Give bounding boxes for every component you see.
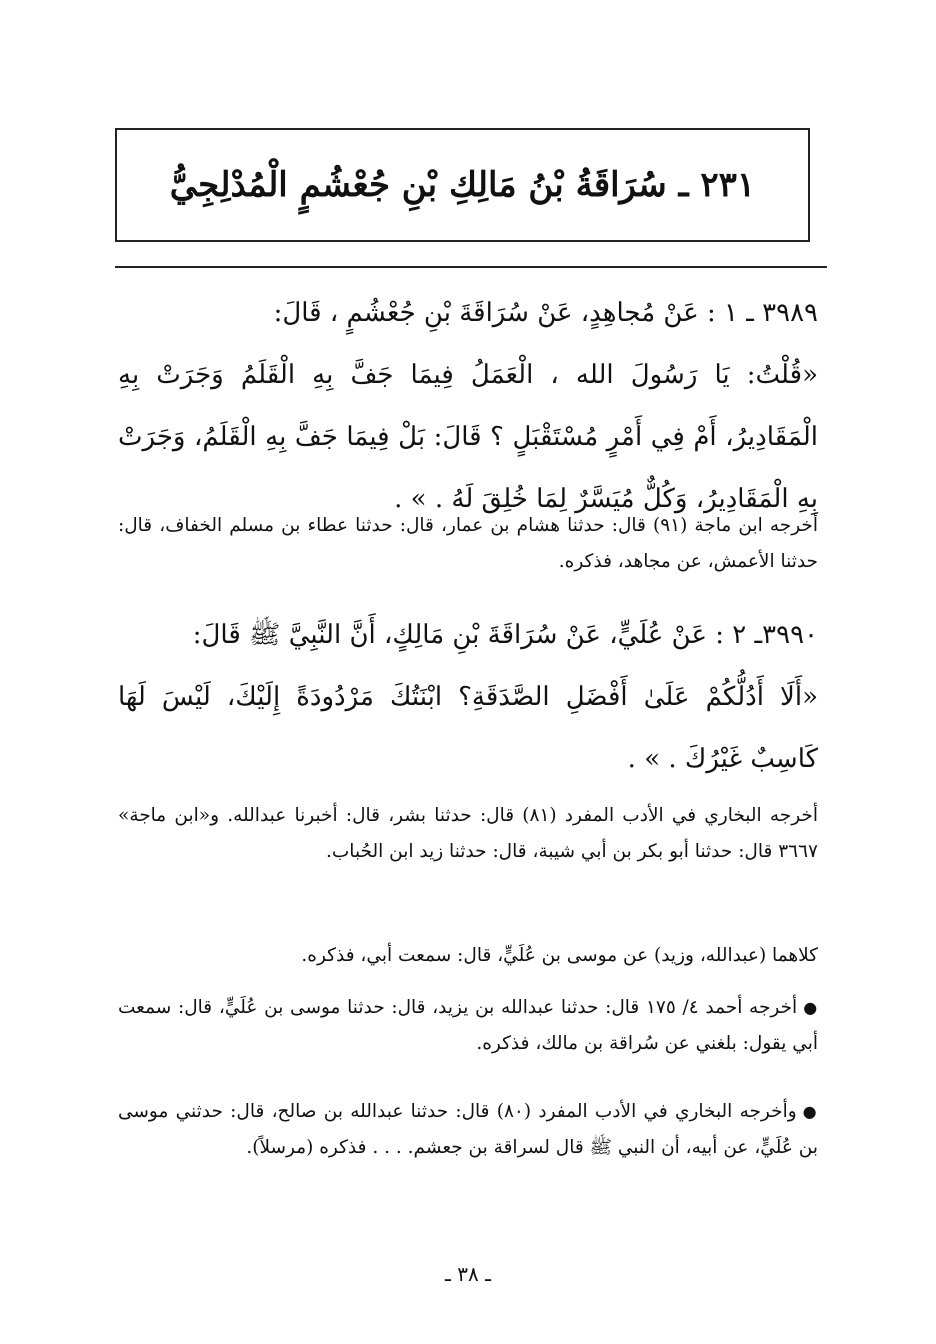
takhrij-paragraph [118,1094,818,1166]
hadith-matn: «قُلْتُ: يَا رَسُولَ الله ، الْعَمَلُ فِيمَا جَفَّ بِهِ الْقَلَمُ وَجَرَتْ بِهِ الْمَقَادِيرُ، أَمْ فِي أَمْرٍ مُسْتَقْبَلٍ ؟ قَالَ: بَلْ فِيمَا جَفَّ بِهِ الْقَلَمُ، وَجَرَتْ بِهِ الْمَقَادِيرُ، وَكُلٌّ مُيَسَّرٌ لِمَا خُلِقَ لَهُ . » . [118,360,818,514]
takhrij-paragraph: أخرجه البخاري في الأدب المفرد (٨١) قال: حدثنا بشر، قال: أخبرنا عبدالله. و«ابن ماجة» ٣٦٦٧ قال: حدثنا أبو بكر بن أبي شيبة، قال: حدثنا زيد ابن الحُباب. [118,805,818,862]
takhrij-paragraph: أخرجه ابن ماجة (٩١) قال: حدثنا هشام بن عمار، قال: حدثنا عطاء بن مسلم الخفاف، قال: حدثنا الأعمش، عن مجاهد، فذكره. [118,515,818,572]
bullet-icon: ● [802,1102,818,1121]
chapter-title-box [115,128,810,242]
bullet-icon: ● [803,998,818,1017]
takhrij-paragraph [118,990,818,1062]
chapter-title: ٢٣١ ـ سُرَاقَةُ بْنُ مَالِكِ بْنِ جُعْشُمٍ الْمُدْلِجِيُّ [169,165,756,205]
hadith-isnad: ٣٩٩٠ـ ٢ : عَنْ عُلَيٍّ، عَنْ سُرَاقَةَ بْنِ مَالِكٍ، أَنَّ النَّبِيَّ ﷺ قَالَ: [192,620,818,650]
takhrij-text: أخرجه أحمد ٤/ ١٧٥ قال: حدثنا عبدالله بن يزيد، قال: حدثنا موسى بن عُلَيٍّ، قال: سمعت أبي يقول: بلغني عن سُراقة بن مالك، فذكره. [118,997,818,1054]
header-divider [115,266,827,268]
takhrij-text: وأخرجه البخاري في الأدب المفرد (٨٠) قال: حدثنا عبدالله بن صالح، قال: حدثني موسى بن عُلَيٍّ، عن أبيه، أن النبي ﷺ قال لسراقة بن جعشم. . . . فذكره (مرسلاً). [118,1101,818,1158]
hadith-matn: «أَلَا أَدُلُّكُمْ عَلَىٰ أَفْضَلِ الصَّدَقَةِ؟ ابْنَتُكَ مَرْدُودَةً إِلَيْكَ، لَيْسَ لَهَا كَاسِبٌ غَيْرُكَ . » . [118,682,818,774]
page-number: ـ ٣٨ ـ [445,1262,491,1286]
hadith-isnad: ٣٩٨٩ ـ ١ : عَنْ مُجاهِدٍ، عَنْ سُرَاقَةَ بْنِ جُعْشُمٍ ، قَالَ: [273,298,818,328]
takhrij-paragraph: كلاهما (عبدالله، وزيد) عن موسى بن عُلَيٍّ، قال: سمعت أبي، فذكره. [301,945,818,966]
